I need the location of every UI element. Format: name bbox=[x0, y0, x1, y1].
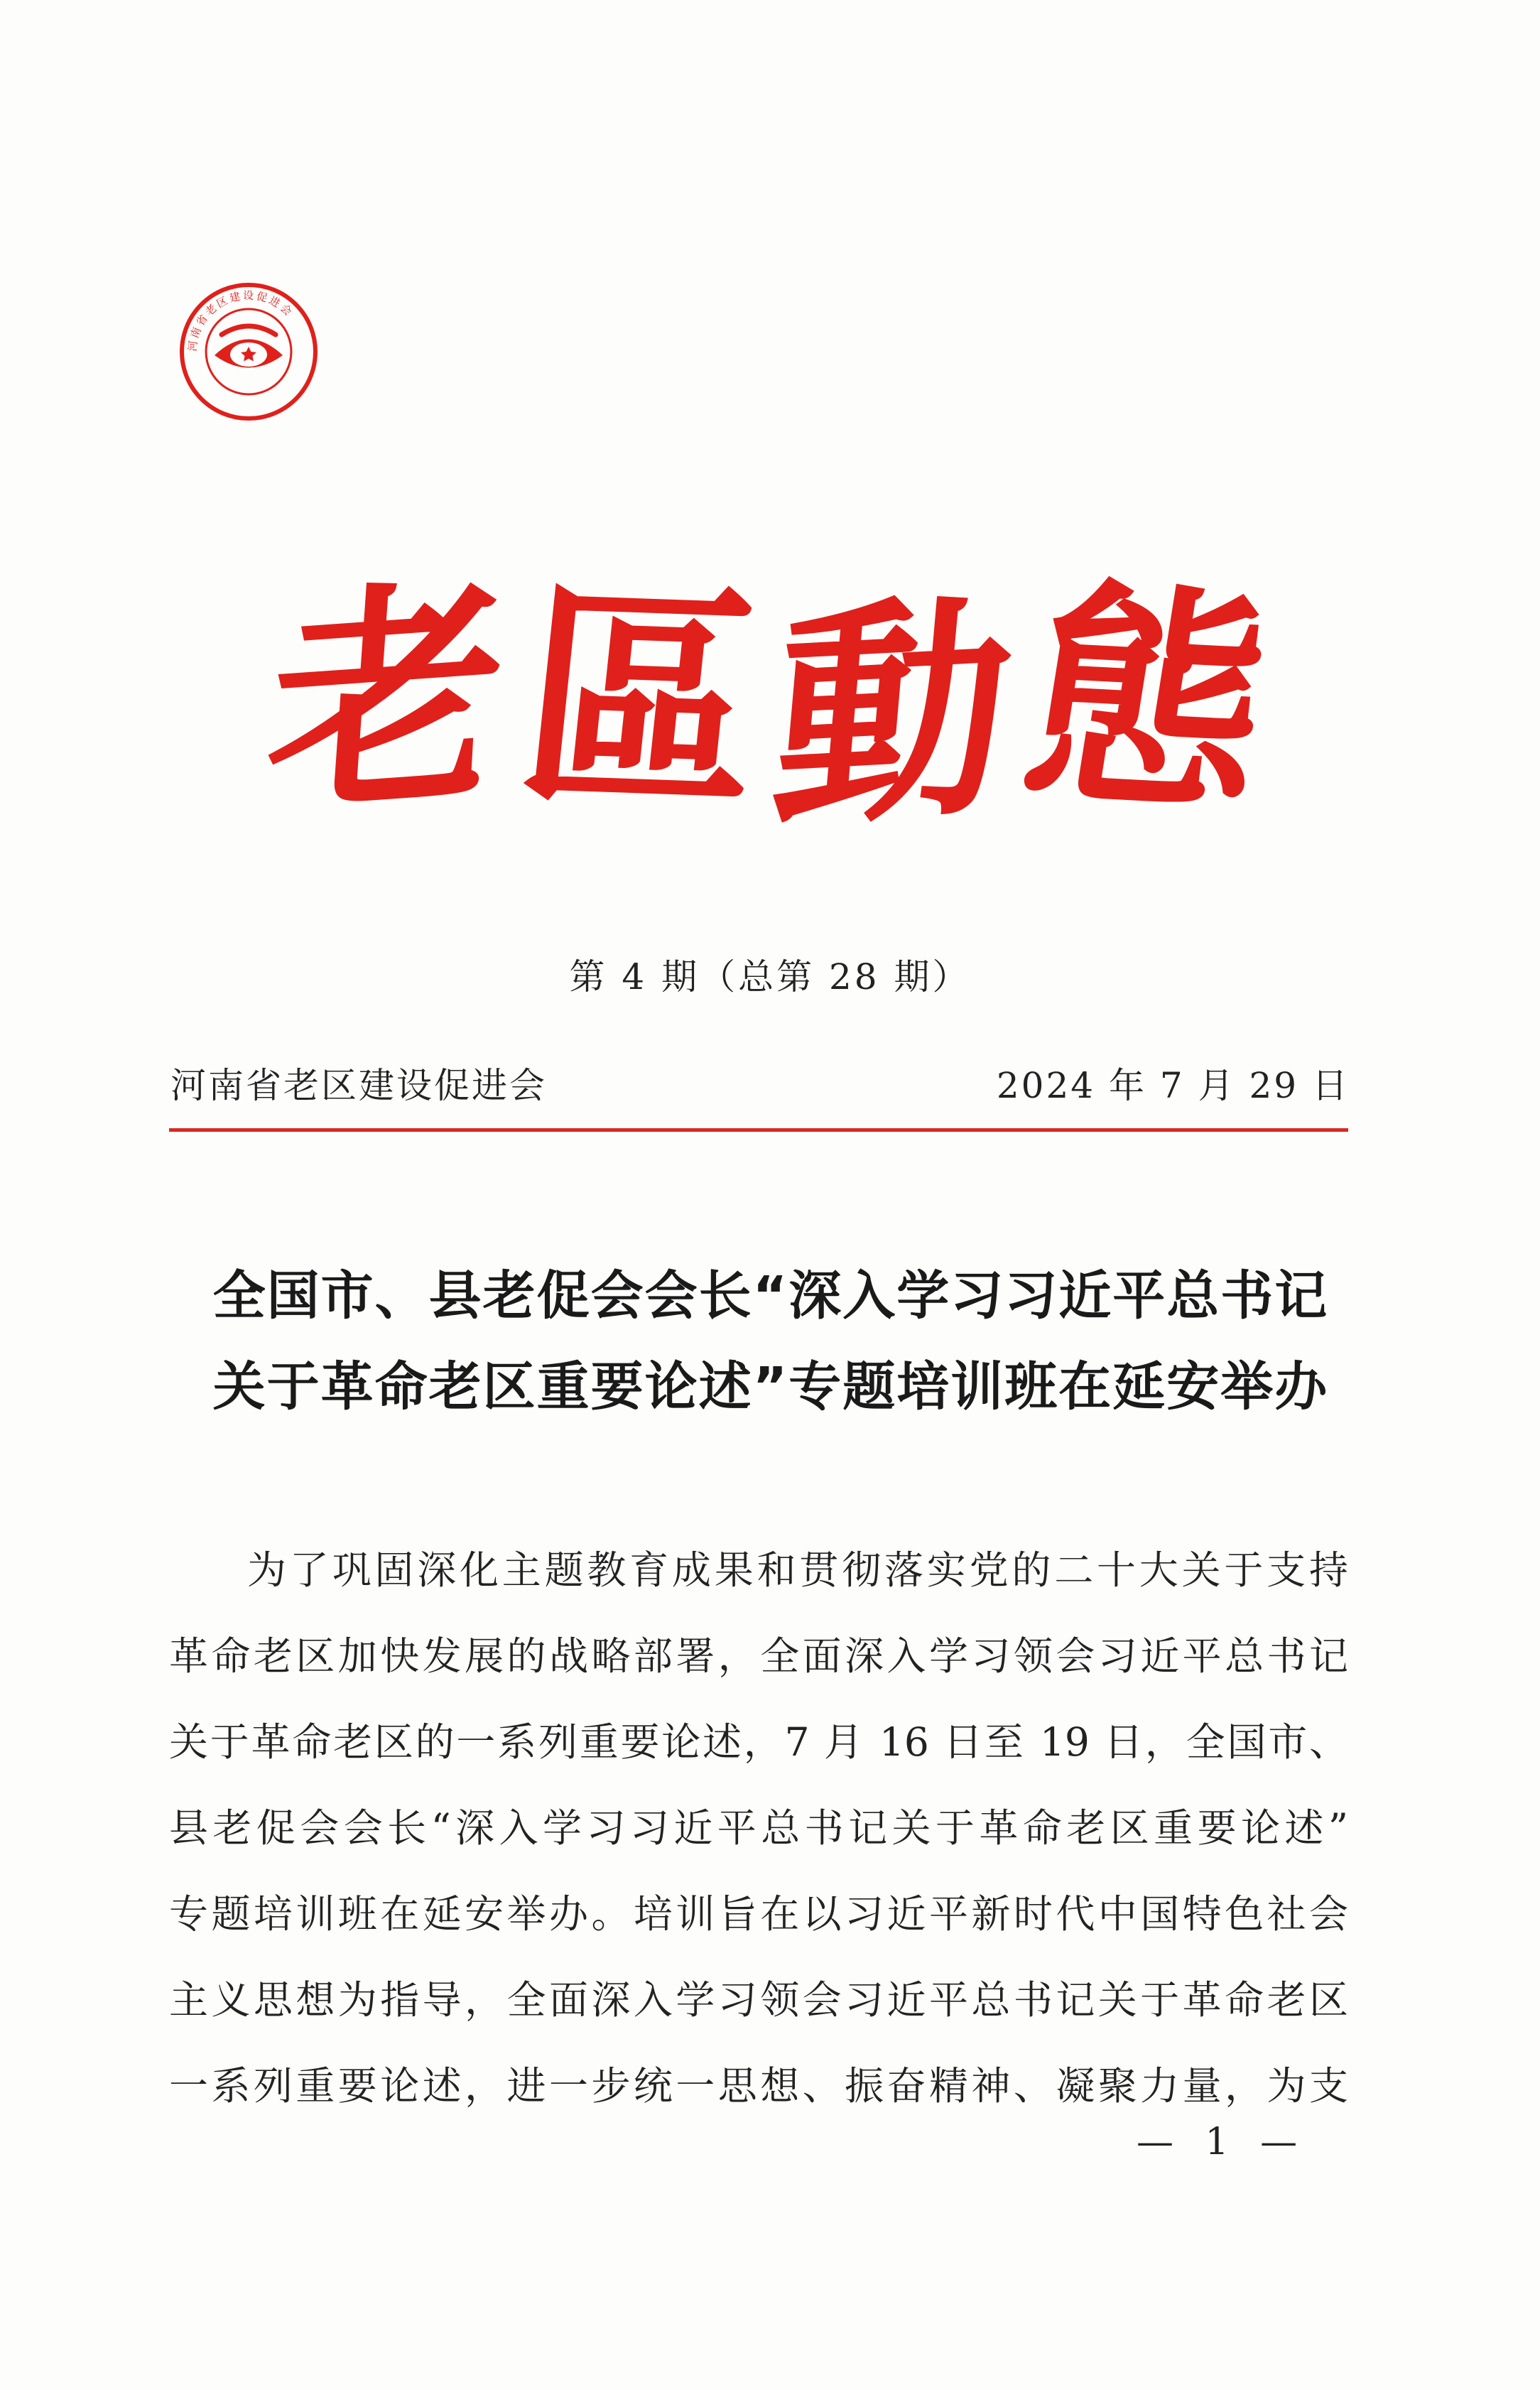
page-number: — 1 — bbox=[1137, 2121, 1308, 2163]
masthead-title bbox=[260, 547, 1286, 859]
organization-seal-icon bbox=[178, 281, 320, 423]
body-line: 革命老区加快发展的战略部署，全面深入学习领会习近平总书记 bbox=[169, 1633, 1348, 1679]
issue-number: 第 4 期（总第 28 期） bbox=[569, 956, 971, 997]
body-line: 县老促会会长“深入学习习近平总书记关于革命老区重要论述” bbox=[169, 1805, 1348, 1851]
masthead-char-3: 動 bbox=[763, 569, 1022, 859]
publication-info bbox=[170, 1059, 1350, 1108]
body-line: 关于革命老区的一系列重要论述，7 月 16 日至 19 日，全国市、 bbox=[169, 1719, 1348, 1765]
masthead-char-4: 態 bbox=[1008, 556, 1286, 843]
publisher-name: 河南省老区建设促进会 bbox=[170, 1065, 547, 1106]
headline-line-1: 全国市、县老促会会长“深入学习习近平总书记 bbox=[212, 1265, 1329, 1326]
publication-date: 2024 年 7 月 29 日 bbox=[996, 1065, 1350, 1106]
headline-line-2: 关于革命老区重要论述”专题培训班在延安举办 bbox=[212, 1356, 1329, 1417]
body-line: 一系列重要论述，进一步统一思想、振奋精神、凝聚力量，为支 bbox=[169, 2063, 1348, 2109]
masthead-char-2: 區 bbox=[509, 558, 772, 842]
article-body bbox=[169, 1527, 1348, 2129]
article-headline bbox=[149, 1250, 1392, 1432]
body-line: 为了巩固深化主题教育成果和贯彻落实党的二十大关于支持 bbox=[247, 1547, 1348, 1593]
body-line: 主义思想为指导，全面深入学习领会习近平总书记关于革命老区 bbox=[169, 1977, 1348, 2023]
body-line: 专题培训班在延安举办。培训旨在以习近平新时代中国特色社会 bbox=[169, 1891, 1348, 1937]
masthead-char-1: 老 bbox=[260, 553, 514, 847]
seal-ring-text: 河南省老区建设促进会 bbox=[185, 288, 296, 352]
header-divider bbox=[169, 1128, 1348, 1132]
